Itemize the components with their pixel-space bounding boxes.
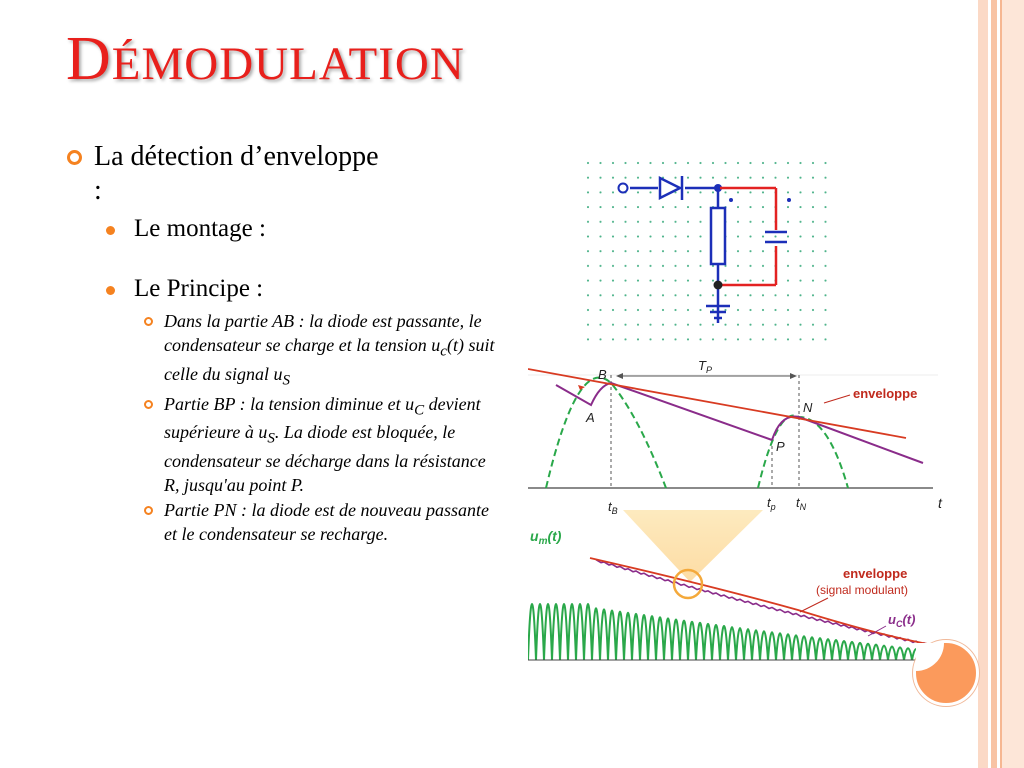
carrier-arch xyxy=(888,646,896,660)
carrier-arch xyxy=(672,620,680,660)
carrier-arch xyxy=(744,629,752,660)
carrier-arch xyxy=(720,626,728,660)
bullet-small-ring-icon xyxy=(144,506,153,515)
bullet-ring-icon xyxy=(67,150,82,165)
envelope-graph xyxy=(528,355,958,515)
principe-item: Dans la partie AB : la diode est passante, le condensateur se charge et la tension $u_c(t)$ suit celle du signal $u_S$ xyxy=(64,309,502,390)
carrier-arch xyxy=(880,646,888,660)
carrier-arch xyxy=(904,648,912,660)
label-A: A xyxy=(586,410,595,425)
label-signal-modulant: (signal modulant) xyxy=(816,583,909,597)
label-envelope: enveloppe xyxy=(853,386,918,401)
input-terminal xyxy=(619,184,628,193)
circuit-diagram xyxy=(585,160,830,345)
tick-label-tp: $t_p$ xyxy=(767,495,776,512)
label-um: $u_m(t)$ xyxy=(530,528,562,547)
bullet-main xyxy=(64,140,504,207)
carrier-arch xyxy=(544,604,552,660)
bullet-principe-label: Le Principe : xyxy=(134,275,264,303)
resistor-icon xyxy=(711,208,725,264)
uc-curve-AB xyxy=(556,383,611,405)
principe-item: Partie PN : la diode est de nouveau passante et le condensateur se recharge. xyxy=(64,498,502,551)
bullet-dot-icon xyxy=(106,286,115,295)
carrier-arch xyxy=(704,624,712,660)
carrier-arch xyxy=(848,642,856,660)
label-uc: $u_C(t)$ xyxy=(888,612,916,629)
carrier-arch xyxy=(592,608,600,660)
right-frame-stripe-2 xyxy=(991,0,997,768)
slide-title-rest: ÉMODULATION xyxy=(111,38,465,90)
bullet-small-ring-icon xyxy=(144,400,153,409)
carrier-arch xyxy=(752,630,760,660)
bullet-list xyxy=(64,140,504,551)
carrier-arch xyxy=(760,631,768,660)
bullet-main-line1: La détection d’enveloppe xyxy=(94,141,379,172)
label-t-axis: t xyxy=(938,495,942,511)
carrier-arch xyxy=(576,604,584,660)
bullet-dot-icon xyxy=(106,226,115,235)
carrier-arch xyxy=(824,639,832,660)
carrier-arch xyxy=(840,641,848,660)
envelope-line xyxy=(528,369,906,438)
modulated-signal-graph xyxy=(528,510,968,670)
carrier-arch xyxy=(688,622,696,660)
label-P: P xyxy=(776,439,785,454)
bullet-spacer xyxy=(64,243,504,267)
carrier-arch xyxy=(736,628,744,660)
carrier-arch xyxy=(624,613,632,660)
bullet-principe xyxy=(64,275,504,303)
carrier-arch xyxy=(800,636,808,660)
carrier-arch xyxy=(608,611,616,660)
carrier-arch xyxy=(896,647,904,660)
carrier-arch xyxy=(776,633,784,660)
carrier-arch xyxy=(528,604,536,660)
principe-subitems xyxy=(64,309,504,551)
tick-label-tB: $t_B$ xyxy=(608,499,618,515)
uc-curve-PN xyxy=(772,416,923,463)
carrier-arch xyxy=(664,618,672,660)
carrier-arch xyxy=(784,634,792,660)
signal-arch-1 xyxy=(546,378,666,488)
carrier-arch xyxy=(584,604,592,660)
carrier-arch xyxy=(640,615,648,660)
carrier-arch xyxy=(656,617,664,660)
carrier-arch xyxy=(768,632,776,660)
carrier-arch xyxy=(696,623,704,660)
carrier-arch xyxy=(600,609,608,660)
carrier-arch xyxy=(680,621,688,660)
carrier-arch xyxy=(832,640,840,660)
carrier-arch xyxy=(648,616,656,660)
carrier-arch xyxy=(728,627,736,660)
label-envelope-2: enveloppe xyxy=(843,566,908,581)
bullet-montage xyxy=(64,215,504,243)
carrier-arch xyxy=(808,637,816,660)
right-frame-stripe-1 xyxy=(978,0,988,768)
bullet-main-line2: : xyxy=(94,174,102,206)
carrier-arch xyxy=(568,604,576,660)
label-B: B xyxy=(598,367,607,382)
carrier-arch xyxy=(552,604,560,660)
junction-node-bottom xyxy=(714,281,723,290)
label-period: $T_P$ xyxy=(698,358,712,375)
slide-title: DÉMODULATION xyxy=(66,25,465,93)
label-N: N xyxy=(803,400,813,415)
carrier-arch xyxy=(864,644,872,660)
carrier-arch xyxy=(632,614,640,660)
bullet-montage-label: Le montage : xyxy=(134,215,266,243)
carrier-arch xyxy=(616,612,624,660)
decorative-circle xyxy=(913,640,979,706)
tick-label-tN: $t_N$ xyxy=(796,495,807,512)
carrier-arch xyxy=(856,643,864,660)
carrier-arch xyxy=(816,638,824,660)
carrier-arch xyxy=(872,645,880,660)
carrier-arch xyxy=(560,604,568,660)
bullet-small-ring-icon xyxy=(144,317,153,326)
carrier-arch xyxy=(712,625,720,660)
uc-curve-BP xyxy=(611,383,772,440)
right-frame-stripe-3 xyxy=(1000,0,1024,768)
carrier-arch xyxy=(536,604,544,660)
principe-item: Partie BP : la tension diminue et $u_C$ devient supérieure à $u_S$. La diode est bloquée, le condensateur se décharge dans la résistance R, jusqu'au point P. xyxy=(64,392,502,498)
carrier-arch xyxy=(792,635,800,660)
